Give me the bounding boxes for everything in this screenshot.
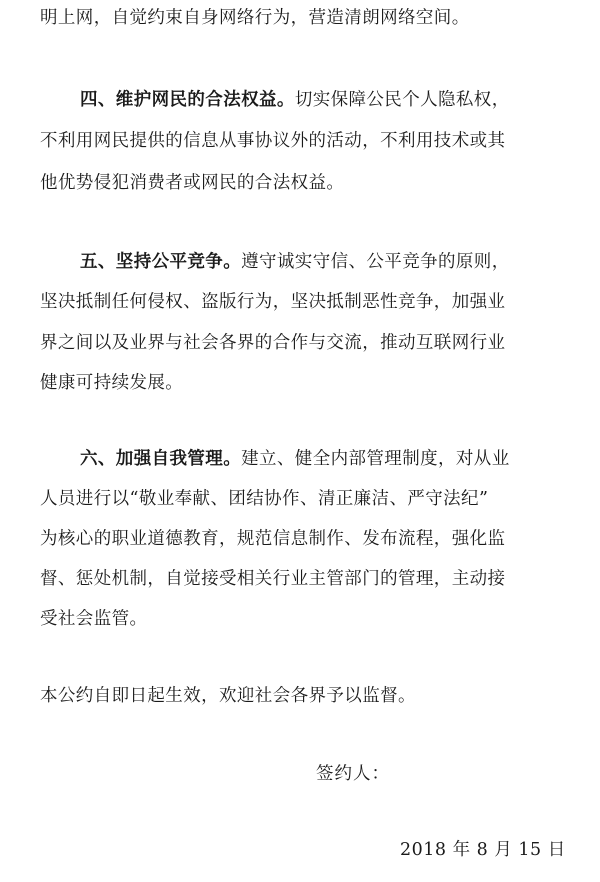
signatory-label: 签约人： — [316, 764, 390, 784]
section-6-line-4: 督、惩处机制，自觉接受相关行业主管部门的管理，主动接 — [40, 569, 506, 589]
section-5-line-4: 健康可持续发展。 — [40, 373, 184, 393]
section-6-line-5: 受社会监管。 — [40, 609, 148, 629]
section-5-heading: 五、坚持公平竞争。 — [80, 252, 242, 272]
section-4-line-3: 他优势侵犯消费者或网民的合法权益。 — [40, 173, 345, 193]
document-date: 2018 年 8 月 15 日 — [400, 840, 566, 860]
section-4-line1-text: 切实保障公民个人隐私权， — [294, 90, 510, 110]
intro-text: 明上网，自觉约束自身网络行为，营造清朗网络空间。 — [40, 8, 470, 28]
section-5-line1-text: 遵守诚实守信、公平竞争的原则， — [241, 252, 510, 272]
section-6-line-3: 为核心的职业道德教育，规范信息制作、发布流程，强化监 — [40, 529, 506, 549]
section-4-line-2: 不利用网民提供的信息从事协议外的活动，不利用技术或其 — [40, 131, 506, 151]
section-5-line-3: 界之间以及业界与社会各界的合作与交流，推动互联网行业 — [40, 333, 506, 353]
section-6-heading: 六、加强自我管理。 — [80, 449, 242, 469]
section-6-line1-text: 建立、健全内部管理制度，对从业 — [241, 449, 510, 469]
section-5-line-2: 坚决抵制任何侵权、盗版行为，坚决抵制恶性竞争，加强业 — [40, 292, 506, 312]
closing-effective-line: 本公约自即日起生效，欢迎社会各界予以监督。 — [40, 686, 416, 706]
section-4-first-line — [80, 88, 570, 112]
section-4-heading: 四、维护网民的合法权益。 — [80, 90, 295, 110]
section-5-first-line — [80, 250, 570, 274]
section-6-first-line — [80, 447, 570, 471]
section-6-line-2: 人员进行以“敬业奉献、团结协作、清正廉洁、严守法纪” — [40, 489, 489, 509]
intro-line — [40, 6, 570, 30]
